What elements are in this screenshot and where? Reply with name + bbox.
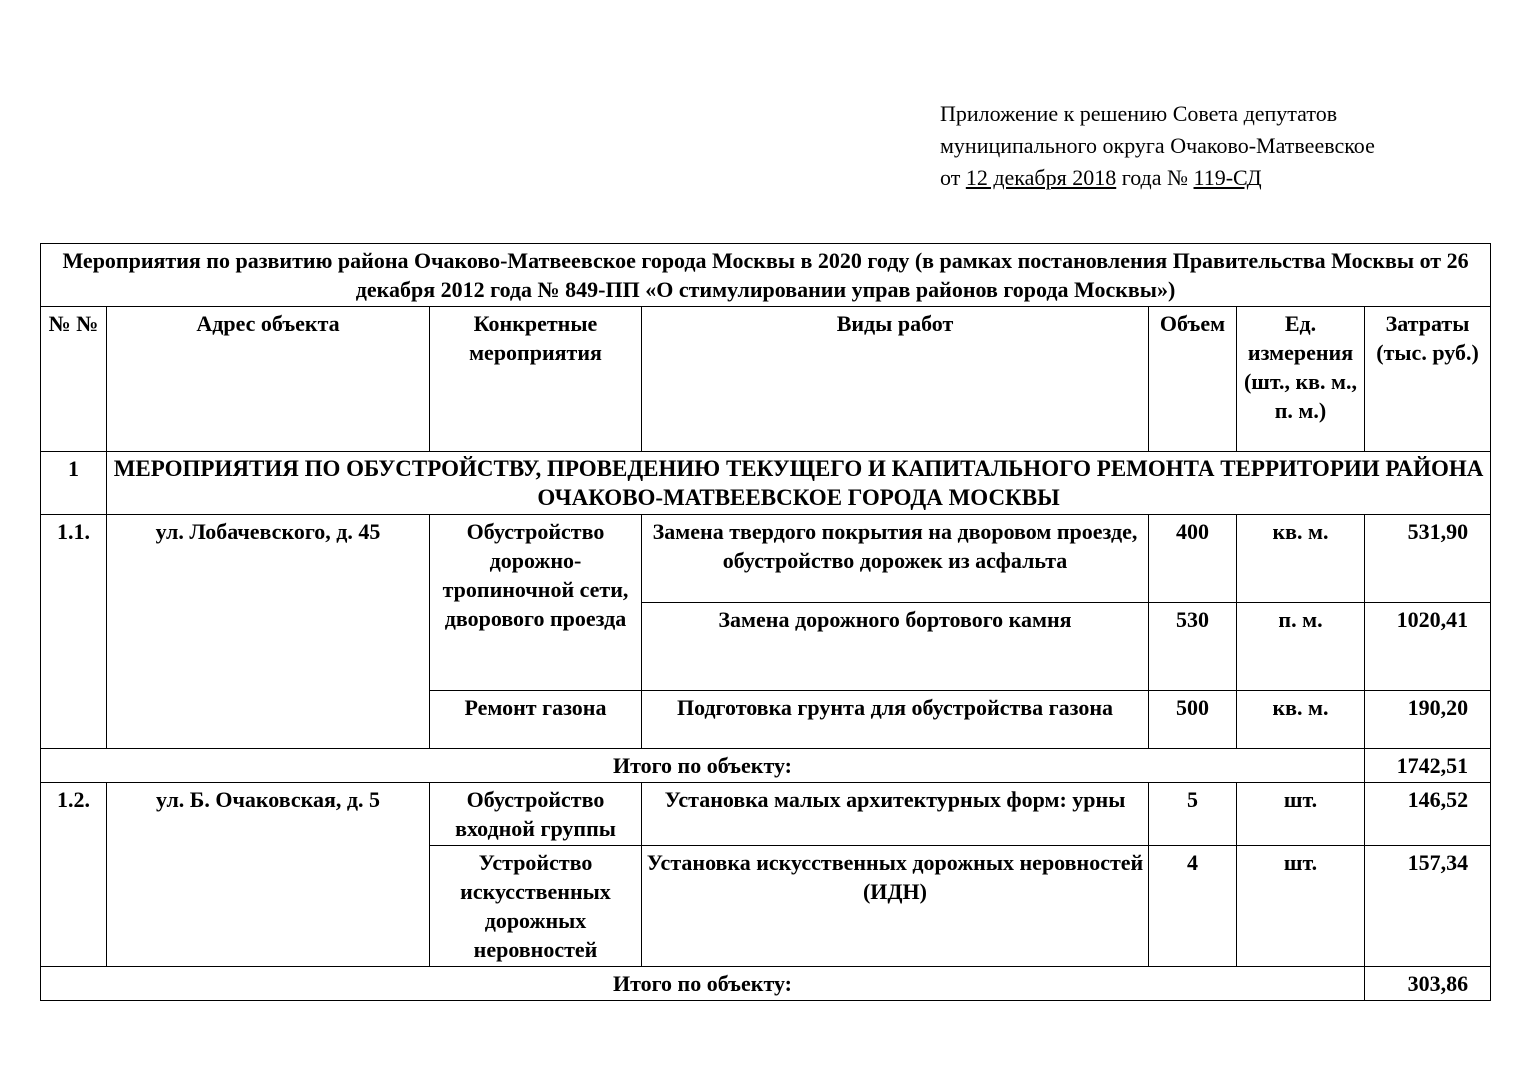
appendix-prefix: от: [940, 165, 966, 190]
appendix-note: [940, 98, 1375, 194]
row-unit: шт.: [1237, 783, 1365, 846]
table-title: Мероприятия по развитию района Очаково-Матвеевское города Москвы в 2020 году (в рамках постановления Правительства Москвы от 26 декабря 2012 года № 849-ПП «О стимулировании управ районов города Москвы»): [41, 244, 1491, 307]
total-label: Итого по объекту:: [41, 749, 1365, 783]
row-cost: 146,52: [1365, 783, 1491, 846]
appendix-middle: года №: [1116, 165, 1194, 190]
appendix-number: 119-СД: [1193, 165, 1262, 190]
row-volume: 4: [1149, 846, 1237, 967]
row-unit: кв. м.: [1237, 691, 1365, 749]
row-num: 1.2.: [41, 783, 107, 967]
row-cost: 190,20: [1365, 691, 1491, 749]
appendix-date: 12 декабря 2018: [965, 165, 1117, 190]
section-num: 1: [41, 452, 107, 515]
measures-table: [40, 243, 1491, 1001]
row-measure: Устройство искусственных дорожных неровностей: [430, 846, 642, 967]
row-cost: 1020,41: [1365, 603, 1491, 691]
row-unit: кв. м.: [1237, 515, 1365, 603]
row-work: Установка малых архитектурных форм: урны: [642, 783, 1149, 846]
row-volume: 500: [1149, 691, 1237, 749]
total-row: [41, 967, 1491, 1001]
row-work: Установка искусственных дорожных неровностей (ИДН): [642, 846, 1149, 967]
row-work: Подготовка грунта для обустройства газона: [642, 691, 1149, 749]
row-measure: Обустройство дорожно-тропиночной сети, дворового проезда: [430, 515, 642, 691]
row-address: ул. Лобачевского, д. 45: [107, 515, 430, 749]
appendix-line-2: муниципального округа Очаково-Матвеевское: [940, 133, 1375, 158]
row-num: 1.1.: [41, 515, 107, 749]
row-cost: 157,34: [1365, 846, 1491, 967]
total-value: 303,86: [1365, 967, 1491, 1001]
appendix-line-1: Приложение к решению Совета депутатов: [940, 101, 1338, 126]
header-num: № №: [41, 307, 107, 452]
row-work: Замена дорожного бортового камня: [642, 603, 1149, 691]
total-value: 1742,51: [1365, 749, 1491, 783]
header-row: [41, 307, 1491, 452]
row-measure: Обустройство входной группы: [430, 783, 642, 846]
section-row: [41, 452, 1491, 515]
total-label: Итого по объекту:: [41, 967, 1365, 1001]
table-row: [41, 783, 1491, 846]
header-address: Адрес объекта: [107, 307, 430, 452]
row-volume: 400: [1149, 515, 1237, 603]
row-unit: шт.: [1237, 846, 1365, 967]
row-address: ул. Б. Очаковская, д. 5: [107, 783, 430, 967]
total-row: [41, 749, 1491, 783]
header-measures: Конкретные мероприятия: [430, 307, 642, 452]
table-title-row: [41, 244, 1491, 307]
row-measure: Ремонт газона: [430, 691, 642, 749]
row-volume: 5: [1149, 783, 1237, 846]
row-unit: п. м.: [1237, 603, 1365, 691]
appendix-line-3: [940, 162, 1375, 194]
header-unit: Ед. измерения (шт., кв. м., п. м.): [1237, 307, 1365, 452]
row-volume: 530: [1149, 603, 1237, 691]
header-cost: Затраты (тыс. руб.): [1365, 307, 1491, 452]
header-works: Виды работ: [642, 307, 1149, 452]
table-row: [41, 515, 1491, 603]
row-work: Замена твердого покрытия на дворовом проезде, обустройство дорожек из асфальта: [642, 515, 1149, 603]
section-title: МЕРОПРИЯТИЯ ПО ОБУСТРОЙСТВУ, ПРОВЕДЕНИЮ ТЕКУЩЕГО И КАПИТАЛЬНОГО РЕМОНТА ТЕРРИТОРИИ РАЙОНА ОЧАКОВО-МАТВЕЕВСКОЕ ГОРОДА МОСКВЫ: [107, 452, 1491, 515]
row-cost: 531,90: [1365, 515, 1491, 603]
header-volume: Объем: [1149, 307, 1237, 452]
